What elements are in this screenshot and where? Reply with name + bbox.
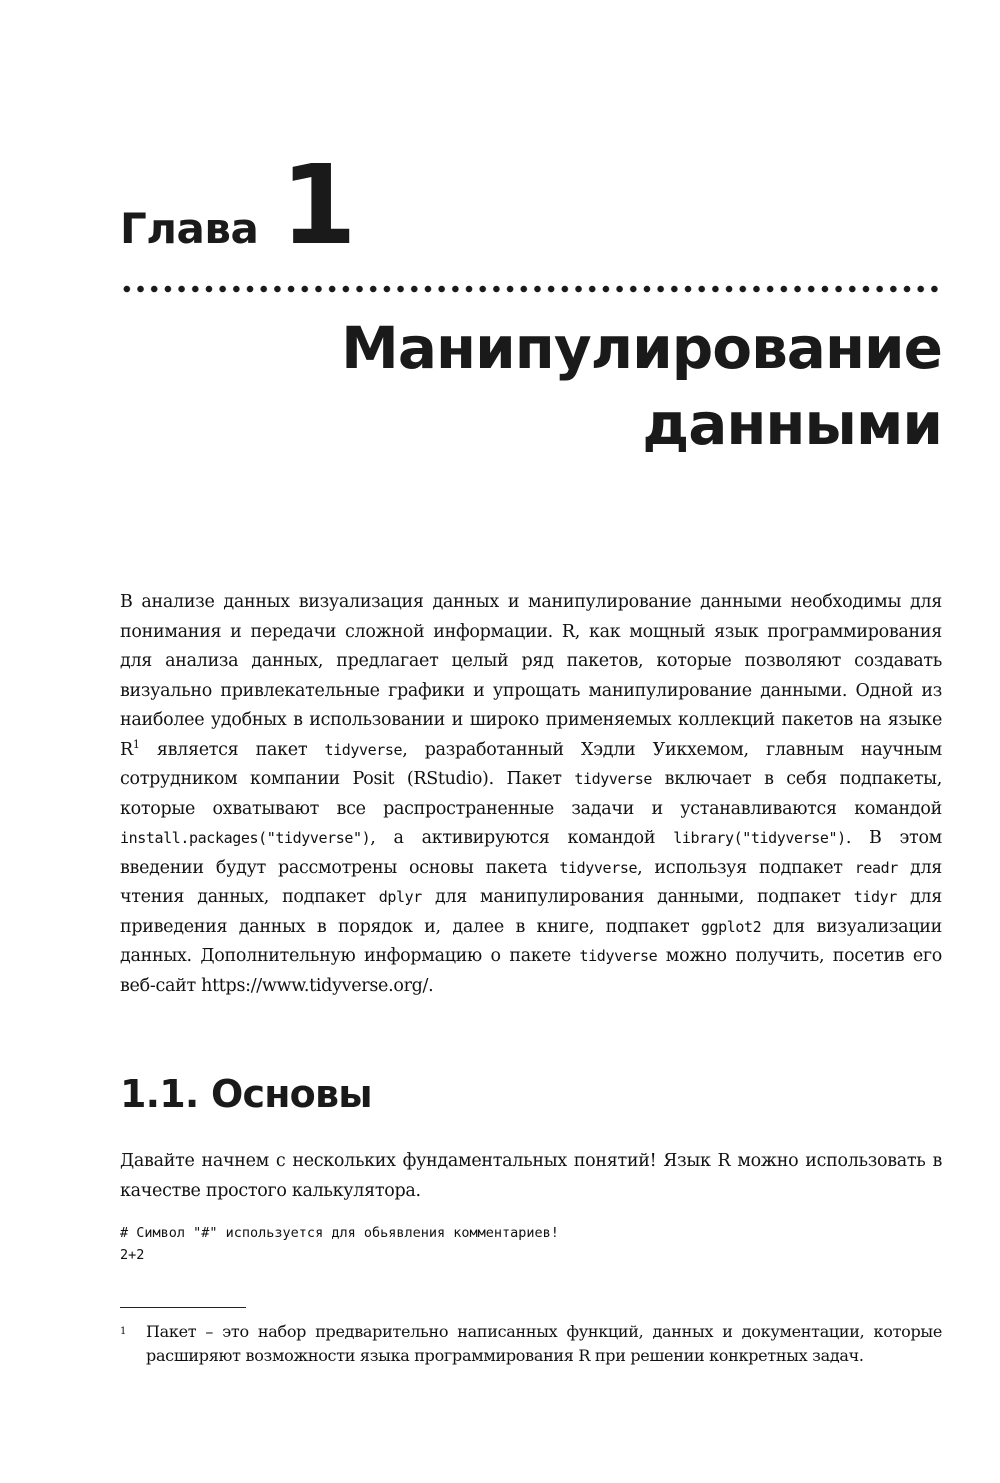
intro-text-8: для чтения данных, подпакет: [120, 857, 942, 907]
intro-text-11: для визуализации данных. Дополнительную информацию о пакете: [120, 916, 942, 966]
chapter-title: [142, 310, 942, 462]
code-line-expression: 2+2: [120, 1247, 145, 1263]
footnote: [120, 1320, 942, 1368]
intro-text-9: для манипулирования данными, подпакет: [421, 887, 854, 907]
code-tidyr: tidyr: [853, 888, 897, 906]
intro-text-5: , а активируются командой: [370, 828, 674, 848]
footnote-divider: [120, 1307, 246, 1308]
intro-text-1: В анализе данных визуализация данных и манипулирование данными необходимы для понимания и передачи сложной информации. R, как мощный язык программирования для анализа данных, предлагает целый ряд пакетов, которые позволяют создавать визуально привлекательные графики и упрощать манипулирование данными. Одной из наиболее удобных в использовании и широко применяемых коллекций пакетов на языке R: [120, 592, 942, 760]
code-ggplot2: ggplot2: [700, 917, 762, 936]
code-tidyverse: tidyverse: [579, 947, 658, 965]
chapter-word: Глава: [120, 204, 259, 253]
code-dplyr: dplyr: [378, 888, 422, 906]
intro-text-3: , разработанный Хэдли Уикхемом, главным научным сотрудником компании Posit (RStudio). Пакет: [120, 739, 942, 789]
chapter-title-line1: Манипулирование: [341, 314, 942, 382]
intro-text-6: . В этом введении будут рассмотрены основы пакета: [120, 828, 942, 878]
code-tidyverse: tidyverse: [559, 858, 638, 877]
dotted-divider: [120, 284, 942, 294]
chapter-label: [120, 141, 353, 275]
chapter-number: 1: [280, 141, 353, 269]
intro-text-4: включает в себя подпакеты, которые охватывают все распространенные задачи и устанавливаются командой: [120, 769, 942, 819]
section-paragraph: Давайте начнем с нескольких фундаментальных понятий! Язык R можно использовать в качестве простого калькулятора.: [120, 1151, 942, 1201]
intro-text-10: для приведения данных в порядок и, далее в книге, подпакет: [120, 887, 942, 937]
intro-text-12: можно получить, посетив его веб-сайт https://www.tidyverse.org/.: [120, 946, 942, 996]
footnote-reference: 1: [132, 737, 140, 751]
code-tidyverse: tidyverse: [574, 770, 652, 788]
code-tidyverse: tidyverse: [324, 740, 403, 759]
code-install: install.packages("tidyverse"): [120, 829, 371, 847]
chapter-title-line2: данными: [642, 390, 942, 458]
section-heading: 1.1. Основы: [120, 1072, 372, 1116]
code-readr: readr: [854, 858, 898, 877]
intro-paragraph: [120, 588, 942, 1001]
code-library: library("tidyverse"): [673, 829, 846, 847]
footnote-text: Пакет – это набор предварительно написанных функций, данных и документации, которые расширяют возможности языка программирования R при решении конкретных задач.: [146, 1322, 942, 1365]
code-line-comment: # Символ "#" используется для обьявления комментариев!: [120, 1225, 559, 1241]
intro-text-2: является пакет: [139, 739, 325, 760]
footnote-mark: 1: [120, 1326, 127, 1337]
code-block: [120, 1222, 559, 1266]
intro-text-7: , используя подпакет: [637, 857, 855, 878]
